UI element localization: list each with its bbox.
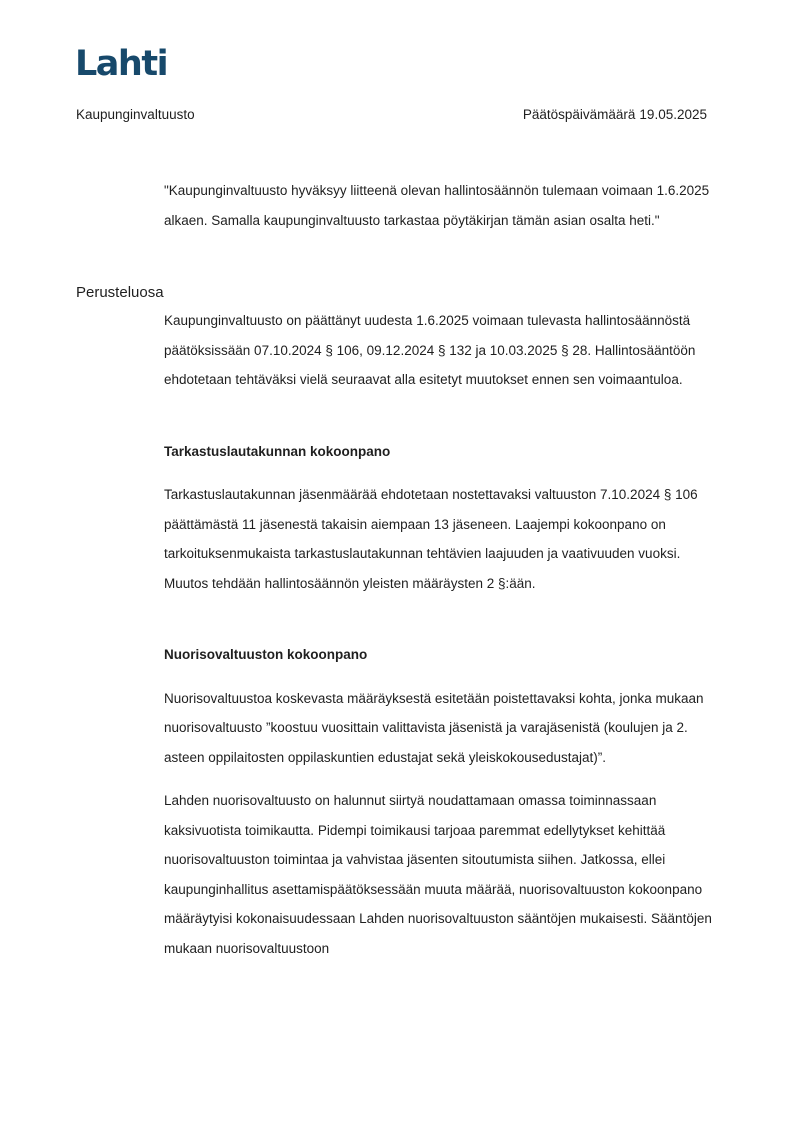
section2-paragraph-2: Lahden nuorisovaltuusto on halunnut siirtyä noudattamaan omassa toiminnassaan kaksivuotista toimikautta. Pidempi toimikausi tarjoaa paremmat edellytykset kehittää nuorisovaltuuston toimintaa ja vahvistaa jäsenten sitoutumista siihen. Jatkossa, ellei kaupunginhallitus asettamispäätöksessään muuta määrää, nuorisovaltuuston kokoonpano määräytyisi kokonaisuudessaan Lahden nuorisovaltuuston sääntöjen mukaisesti. Sääntöjen mukaan nuorisovaltuustoon (164, 793, 712, 956)
decision-date-value: 19.05.2025 (639, 107, 707, 122)
organ-name: Kaupunginvaltuusto (76, 107, 195, 122)
section1-paragraph: Tarkastuslautakunnan jäsenmäärää ehdotetaan nostettavaksi valtuuston 7.10.2024 § 106 päättämästä 11 jäsenestä takaisin aiempaan 13 jäseneen. Laajempi kokoonpano on tarkoituksenmukaista tarkastuslautakunnan tehtävien laajuuden ja vaativuuden vuoksi. Muutos tehdään hallintosäännön yleisten määräysten 2 §:ään. (164, 487, 698, 591)
justification-body (164, 306, 719, 963)
section-label: Perusteluosa (76, 284, 164, 301)
section1-heading: Tarkastuslautakunnan kokoonpano (164, 443, 391, 459)
section2-heading: Nuorisovaltuuston kokoonpano (164, 647, 368, 662)
decision-date-label: Päätöspäivämäärä (522, 107, 636, 122)
decision-date (523, 106, 707, 124)
lahti-logo: Lahti (75, 44, 168, 84)
proposal-quote: "Kaupunginvaltuusto hyväksyy liitteenä olevan hallintosäännön tulemaan voimaan 1.6.2025 alkaen. Samalla kaupunginvaltuusto tarkastaa pöytäkirjan tämän asian osalta heti." (164, 183, 710, 228)
section2-paragraph-1: Nuorisovaltuustoa koskevasta määräyksestä esitetään poistettavaksi kohta, jonka mukaan nuorisovaltuusto ”koostuu vuosittain valittavista jäsenistä ja varajäsenistä (koulujen ja 2. asteen oppilaitosten oppilaskuntien edustajat sekä yleiskokousedustajat)”. (164, 690, 704, 765)
intro-paragraph: Kaupunginvaltuusto on päättänyt uudesta 1.6.2025 voimaan tulevasta hallintosäännöstä päätöksissään 07.10.2024 § 106, 09.12.2024 § 132 ja 10.03.2025 § 28. Hallintosääntöön ehdotetaan tehtäväksi vielä seuraavat alla esitetyt muutokset ennen sen voimaantuloa. (164, 313, 696, 387)
